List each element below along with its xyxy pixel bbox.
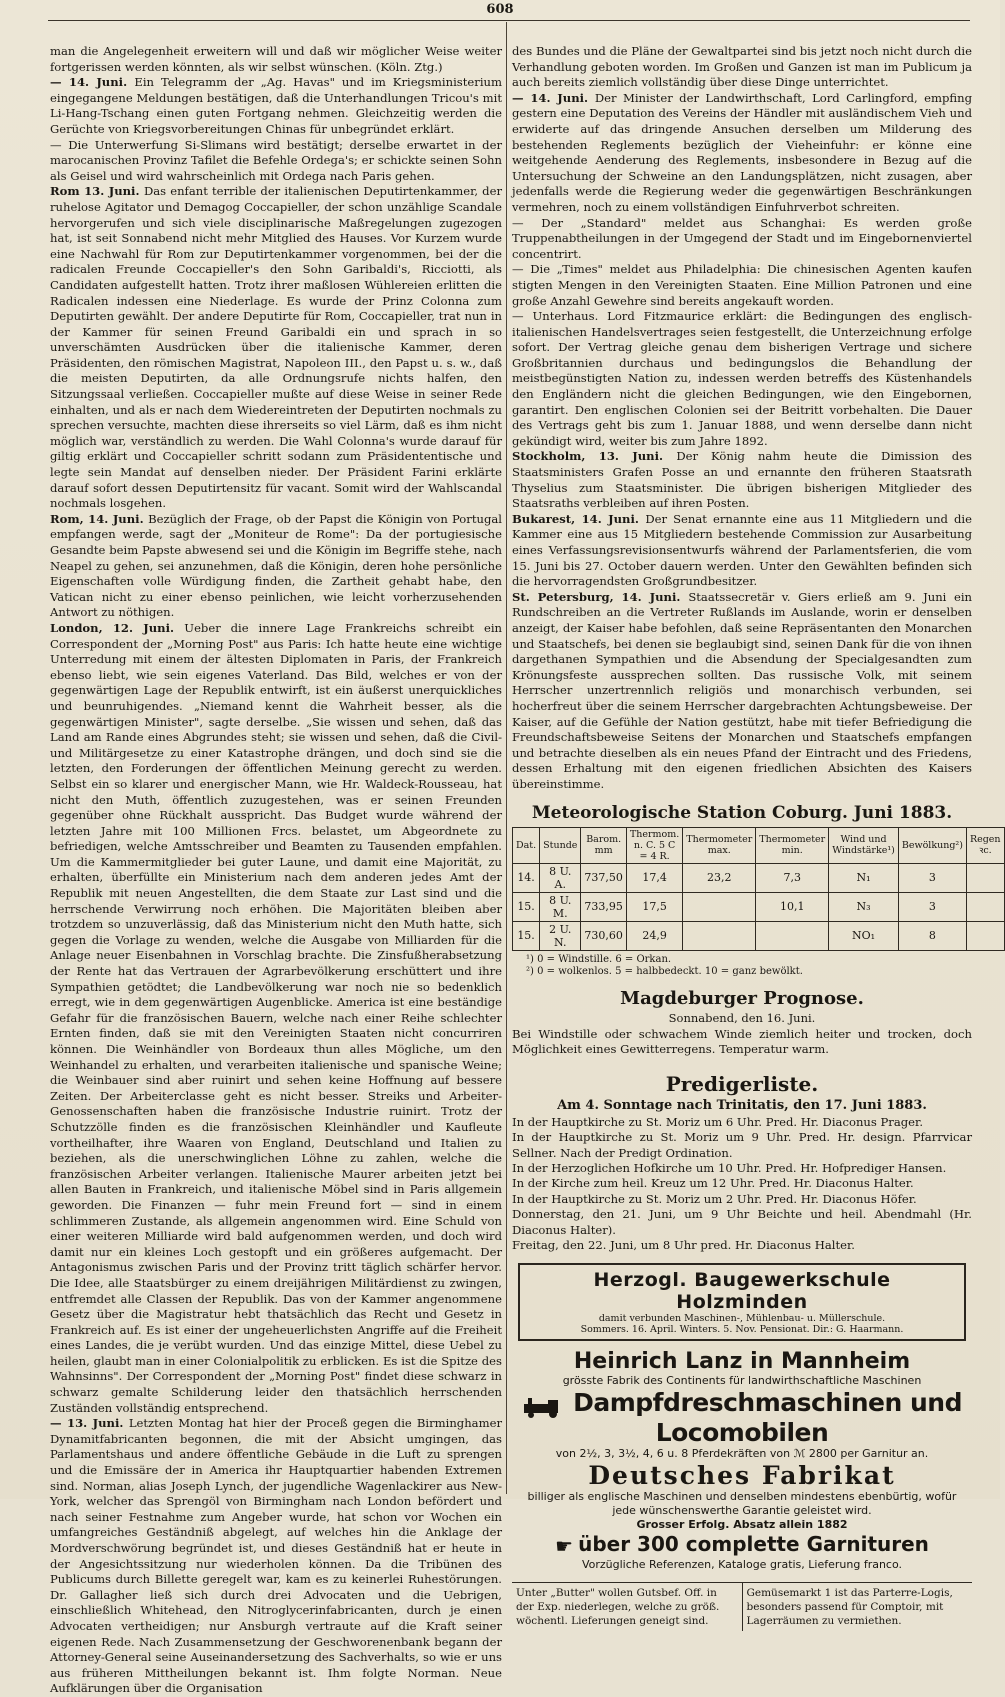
meteo-cell [966, 921, 1004, 950]
ad-lanz-big-row [518, 1388, 966, 1447]
ad-lanz-headline: Dampfdreschmaschinen und Locomobilen [573, 1388, 962, 1447]
ad-lanz-firm: Heinrich Lanz in Mannheim [573, 1349, 911, 1375]
prognose-text: Bei Windstille oder schwachem Winde ziemlich heiter und trocken, doch Möglichkeit eines Gewitterregens. Temperatur warm. [512, 1026, 972, 1057]
meteo-cell: 24,9 [626, 921, 682, 950]
meteo-header-row [513, 827, 1005, 863]
dateline: Rom, 14. Juni. [50, 511, 149, 526]
meteo-cell: 733,95 [581, 892, 627, 921]
ad-lanz-compare: billiger als englische Maschinen und denselben mindestens ebenbürtig, wofür jede wünschenswerthe Garantie geleistet wird. [527, 1489, 957, 1517]
meteo-body [513, 863, 1005, 950]
meteo-notes [526, 954, 972, 978]
meteo-header-cell: Stunde [540, 827, 581, 863]
paragraph-text: — Der „Standard" meldet aus Schanghai: Es werden große Truppenabtheilungen in der Umgegend der Stadt und im Eingebornenviertel concentrirt. [512, 215, 972, 261]
meteo-cell: 15. [513, 921, 540, 950]
predigt-list [512, 1115, 972, 1254]
paragraph-text: Ueber die innere Lage Frankreichs schreibt ein Correspondent der „Morning Post" aus Paris: Ich hatte heute eine wichtige Unterredung mit einem der ältesten Diplomaten in Paris, der Frankreich ebenso liebt, wie sein eigenes Vaterland. Das Bild, welches er von der gegenwärtigen Lage der Republik entwirft, ist ein äußerst unerquickliches und beunruhigendes. „Niemand kennt die Wahrheit besser, als die gegenwärtigen Minister", sagte derselbe. „Sie wissen und sehen, daß das Land am Rande eines Abgrundes steht; sie wissen und sehen, daß die Civil- und Militärgesetze zu einer Katastrophe drängen, und doch sind sie die letzten, den Forderungen der öffentlichen Meinung gerecht zu werden. Selbst ein so klarer und energischer Mann, wie Hr. Waldeck-Rousseau, hat nicht den Muth, öffentlich zuzugestehen, was er seinen Freunden gegenüber ohne Rückhalt ausspricht. Das Budget wurde während der letzten Jahre mit 100 Millionen Frcs. belastet, um Abgeordnete zu befriedigen, welche Amtsschreiber und Beamten zu Tausenden empfahlen. Um die Kammermitglieder bei guter Laune, und damit eine Majorität, zu erhalten, überfüllte ein Ministerium nach dem anderen jedes Amt der Republik mit neuen Angestellten, die dem Staate zur Last sind und die herrschende Verwirrung noch erhöhen. Die Majoritäten bleiben aber trotzdem so unzuverlässig, daß das Ministerium nicht den Muth hatte, sich gegen die Vorlage zu wenden, welche die Ausgabe von Milliarden für die Anlage neuer Eisenbahnen in Vorschlag brachte. Die Zinsfußherabsetzung der Rente hat das Vertrauen der Agrarbevölkerung erschüttert und ihre Sympathien getödtet; die Landbevölkerung war noch nie so bedenklich erregt, wie in dem gegenwärtigen Augenblicke. America ist eine beständige Gefahr für die französischen Bauern, welche nach einer Reihe schlechter Ernten finden, daß sie mit den Vereinigten Staaten nicht concurriren können. Die Weinhändler von Bordeaux thun alles Mögliche, um den Weinhandel zu erhalten, und verarbeiten italienische und spanische Weine; die Weinbauer sind aber ruinirt und sehen keine Hoffnung auf bessere Zeiten. Der Arbeiterclasse geht es nicht besser. Streiks und Arbeiter-Genossenschaften haben die französische Industrie ruinirt. Trotz der Schutzzölle finden es die französischen Kleinhändler und Kaufleute vortheilhafter, ihre Waaren von England, Deutschland und Italien zu beziehen, als die unerschwinglichen Löhne zu zahlen, welche die französischen Arbeiter verlangen. Italienische Maurer arbeiten jetzt bei allen Bauten in Frankreich, und italienische Möbel sind in Paris allgemein geworden. Die Finanzen — fuhr mein Freund fort — sind in einem schlimmeren Zustande, als allgemein angenommen wird. Eine Schuld von einer weiteren Milliarde wird bald aufgenommen werden, und doch wird damit nur ein kleines Loch gestopft und ein größeres aufgemacht. Der Antagonismus zwischen Paris und der Provinz tritt täglich schärfer hervor. Die Idee, alle Staatsbürger zu einem dreijährigen Militärdienst zu zwingen, entfremdet alle Classen der Republik. Das von der Kammer angenommene Gesetz über die Magistratur hebt thatsächlich das Recht und Gesetz in Frankreich auf. Es ist einer der ungeheuerlichsten Angriffe auf die Freiheit eines Landes, die je verübt wurden. Und das einzige Mittel, diese Uebel zu heilen, glaubt man in einer Colonialpolitik zu erblicken. Es ist die Spitze des Wahnsinns". Der Correspondent der „Morning Post" findet diese schwarz in schwarz gemalte Schilderung leider den thatsächlich herrschenden Zuständen vollständig entsprechend. [50, 620, 503, 1415]
paragraph-text: Staatssecretär v. Giers erließ am 9. Juni ein Rundschreiben an die Vertreter Rußlands im Auslande, worin er denselben anzeigt, der Kaiser habe befohlen, daß seine Repräsentanten den Monarchen und Staatschefs, bei denen sie beglaubigt sind, seinen Dank für die von ihnen dargethanen Sympathien und die Absendung der Specialgesandten zum Krönungsfeste aussprechen sollten. Das russische Volk, mit seinem Herrscher unzertrennlich religiös und monarchisch verbunden, sei hocherfreut über die seinem Herrscher dargebrachten Achtungsbeweise. Der Kaiser, auf die Gefühle der Nation gestützt, habe mit tiefer Befriedigung die Freundschaftsbeweise Seitens der Monarchen und Staatschefs empfangen und betrachte dieselben als ein neues Pfand der Eintracht und des Friedens, dessen Erhaltung mit den eigenen friedlichen Absichten des Kaisers übereinstimme. [512, 589, 972, 791]
prognose-date: Sonnabend, den 16. Juni. [668, 1010, 816, 1025]
meteo-cell: 7,3 [756, 863, 829, 892]
left-paragraph [50, 138, 502, 185]
right-paragraph [512, 262, 972, 309]
paragraph-text: Der Minister der Landwirthschaft, Lord Carlingford, empfing gestern eine Deputation des Vereins der Händler mit ausländischem Vieh und erwiderte auf das dringende Ansuchen derselben um Milderung des bestehenden Reglements bezüglich der Vieheinfuhr: er könne eine weitgehende Aenderung des Reglements, insbesondere in Bezug auf die Untersuchung der Schweine an den Landungsplätzen, nicht zusagen, aber jedenfalls werde die Regierung weder die gegenwärtigen Beschränkungen vermehren, noch zu einem vollständigen Einfuhrverbot schreiten. [512, 90, 972, 214]
dateline: Bukarest, 14. Juni. [512, 511, 646, 526]
left-paragraph [50, 512, 502, 621]
meteo-cell: NO₁ [829, 921, 899, 950]
ad-lanz-garnituren: über 300 complette Garnituren [578, 1531, 929, 1556]
left-column [50, 44, 503, 1696]
predigt-line: Donnerstag, den 21. Juni, um 9 Uhr Beichte und heil. Abendmahl (Hr. Diaconus Halter). [512, 1207, 972, 1237]
right-paragraph [512, 216, 972, 263]
meteo-note-cloud: ²) 0 = wolkenlos. 5 = halbbedeckt. 10 = ganz bewölkt. [526, 965, 803, 977]
predigt-subtitle: Am 4. Sonntage nach Trinitatis, den 17. Juni 1883. [557, 1097, 927, 1113]
meteo-cell [683, 921, 756, 950]
right-column [512, 44, 1001, 1628]
predigt-line: In der Hauptkirche zu St. Moriz um 6 Uhr. Pred. Hr. Diaconus Prager. [512, 1114, 923, 1129]
meteo-cell: 10,1 [756, 892, 829, 921]
meteo-cell [966, 892, 1004, 921]
ad-lanz-refs: Vorzügliche Referenzen, Kataloge gratis, Lieferung franco. [581, 1558, 903, 1572]
pointing-hand-icon: ☛ [555, 1534, 574, 1559]
meteo-row [513, 892, 1005, 921]
meteo-note-wind: ¹) 0 = Windstille. 6 = Orkan. [526, 953, 672, 965]
dateline: London, 12. Juni. [50, 620, 185, 635]
right-paragraph [512, 590, 972, 793]
ad-lanz-sizes: von 2½, 3, 3½, 4, 6 u. 8 Pferdekräften von ℳ 2800 per Garnitur an. [555, 1446, 929, 1460]
meteo-cell: 15. [513, 892, 540, 921]
meteo-row [513, 921, 1005, 950]
ad-lanz-garn-row [518, 1532, 966, 1559]
meteo-header-cell: Barom. mm [581, 827, 627, 863]
right-paragraph [512, 44, 972, 91]
ad-lanz-fabrikat: Deutsches Fabrikat [588, 1460, 896, 1490]
dateline: Stockholm, 13. Juni. [512, 449, 677, 464]
meteo-header-cell: Thermom. n. C. 5 C = 4 R. [626, 827, 682, 863]
meteo-cell: 3 [898, 892, 966, 921]
meteo-header-cell: Wind und Windstärke¹) [829, 827, 899, 863]
paragraph-text: — Unterhaus. Lord Fitzmaurice erklärt: die Bedingungen des englisch-italienischen Handelsvertrages seien festgestellt, die Unterzeichnung erfolge sofort. Der Vertrag gleiche genau dem bisherigen Vertrage und sichere Großbritannien durchaus und bedingungslos die Behandlung der meistbegünstigten Nation zu, indessen werden betreffs des Küstenhandels den Engländern nicht die gleichen Bedingungen, wie den Eingebornen, garantirt. Den englischen Colonien sei der Beitritt vorbehalten. Die Dauer des Vertrags geht bis zum 1. Januar 1888, und wenn derselbe dann nicht gekündigt wird, weiter bis zum Jahre 1892. [512, 309, 972, 448]
paragraph-text: Der Senat ernannte eine aus 11 Mitgliedern und die Kammer eine aus 15 Mitgliedern bestehende Commission zur Ausarbeitung eines Verfassungsrevisionsentwurfs während der Parlamentsferien, die vom 15. Juni bis 27. October dauern werden. Unter den Gewählten befinden sich die hervorragendsten Großgrundbesitzer. [512, 511, 973, 589]
column-divider [506, 22, 507, 1494]
meteo-cell: 3 [898, 863, 966, 892]
meteo-cell: 8 U. M. [540, 892, 581, 921]
right-paragraph [512, 309, 972, 449]
ad-holzminden-line1: damit verbunden Maschinen-, Mühlenbau- u. Müllerschule. [598, 1313, 886, 1325]
ad-lanz-sub: grösste Fabrik des Continents für landwirthschaftliche Maschinen [562, 1374, 922, 1388]
right-paragraph [512, 449, 972, 511]
right-paragraph [512, 91, 972, 216]
meteo-row [513, 863, 1005, 892]
ad-lanz [518, 1349, 966, 1572]
paragraph-text: Das enfant terrible der italienischen Deputirtenkammer, der ruhelose Agitator und Demagog Coccapieller, der schon unzählige Scandale hervorgerufen und sich viele disciplinarische Maßregelungen zugezogen hat, ist seit Sonnabend nicht mehr Mitglied des Hauses. Vor Kurzem wurde eine Nachwahl für Rom zur Deputirtenkammer vorgenommen, bei der die radicalen Freunde Coccapieller's den Sohn Garibaldi's, Ricciotti, als Candidaten aufgestellt hatten. Trotz ihrer maßlosen Wühlereien erlitten die Radicalen indessen eine Niederlage. Es wurde der Prinz Colonna zum Deputirten gewählt. Der andere Deputirte für Rom, Coccapieller, trat nun in der Kammer für seinen Freund Garibaldi ein und sprach in so unverschämten Ausdrücken über die italienische Kammer, deren Präsidenten, den römischen Magistrat, Napoleon III., den Papst u. s. w., daß die meisten Deputirten, da alle Ordnungsrufe nichts halfen, den Sitzungssaal verließen. Coccapieller mußte auf diese Weise in seiner Rede einhalten, und als er nach dem Wiedereintreten der Deputirten nochmals zu sprechen versuchte, machten diese ihrerseits so viel Lärm, daß es ihm nicht möglich war, verständlich zu werden. Die Wahl Colonna's wurde darauf für giltig erklärt und Coccapieller schritt sodann zum Präsidententische und legte sein Mandat auf denselben nieder. Der Präsident Farini erklärte darauf sofort dessen Deputirtensitz für vacant. Somit wird der Wahlscandal nochmals losgehen. [50, 184, 503, 511]
meteo-header-cell: Thermometer max. [683, 827, 756, 863]
meteo-cell: 17,5 [626, 892, 682, 921]
meteo-table [512, 827, 1005, 951]
ad-parterre: Gemüsemarkt 1 ist das Parterre-Logis, besonders passend für Comptoir, mit Lagerräumen zu vermiethen. [746, 1587, 953, 1628]
meteo-cell: 8 U. A. [540, 863, 581, 892]
ad-holzminden [518, 1263, 966, 1341]
predigt-title: Predigerliste. [665, 1071, 819, 1096]
left-paragraph [50, 621, 502, 1416]
dateline: — 14. Juni. [50, 75, 135, 90]
paragraph-text: Bezüglich der Frage, ob der Papst die Königin von Portugal empfangen werde, sagt der „Moniteur de Rome": Da der portugiesische Gesandte beim Papste abwesend sei und die Königin im Begriffe stehe, nach Neapel zu gehen, sei anzunehmen, daß die Königin, deren hohe persönliche Eigenschaften volle Würdigung finden, die Zartheit gehabt habe, den Vatican nicht zu einer ebenso peinlichen, wie leicht vorherzusehenden Antwort zu nöthigen. [50, 511, 502, 620]
ad-holzminden-title: Herzogl. Baugewerkschule Holzminden [593, 1269, 891, 1314]
meteo-cell: N₁ [829, 863, 899, 892]
dateline: St. Petersburg, 14. Juni. [512, 589, 689, 604]
predigt-line: In der Kirche zum heil. Kreuz um 12 Uhr. Pred. Hr. Diaconus Halter. [512, 1176, 914, 1191]
ad-butter: Unter „Butter" wollen Gutsbef. Off. in der Exp. niederlegen, welche zu größ. wöchentl. Lieferungen geneigt sind. [512, 1583, 743, 1631]
meteo-title: Meteorologische Station Coburg. Juni 1883. [531, 802, 953, 823]
meteo-cell: 2 U. N. [540, 921, 581, 950]
dateline: — 13. Juni. [50, 1416, 129, 1431]
locomotive-icon [522, 1396, 562, 1418]
page-number: 608 [486, 2, 514, 17]
right-news [512, 44, 972, 793]
paragraph-text: man die Angelegenheit erweitern will und daß wir möglicher Weise weiter fortgerissen werden könnten, als wir selbst wünschen. (Köln. Ztg.) [50, 44, 502, 74]
small-ads [512, 1582, 972, 1631]
left-paragraph [50, 184, 502, 511]
meteo-cell [756, 921, 829, 950]
paragraph-text: Letzten Montag hat hier der Proceß gegen die Birminghamer Dynamitfabricanten begonnen, die mit der Absicht umgingen, das Parlamentshaus und andere öffentliche Gebäude in die Luft zu sprengen und die Emissäre der in America ihr Hauptquartier habenden Extremen sind. Norman, alias Joseph Lynch, der jugendliche Wagenlackirer aus New-York, welcher das Sprengöl von Birmingham nach London befördert und nach seiner Festnahme zum Angeber wurde, hat schon vor Wochen ein umfangreiches Geständniß abgelegt, auf welches hin die Anklage der Mordverschwörung begründet ist, und dieses Geständniß hat er heute in der Angesichtssitzung nur wiederholen können. Da die Tribünen des Publicums durch Billette geregelt war, kam es zu keinerlei Ruhestörungen. Dr. Gallagher ließ sich durch drei Advocaten und die Uebrigen, einschließlich Whitehead, den Nitroglycerinfabricanten, durch je einen Advocaten vertheidigen; nur Ansburgh vertraute auf die Kraft seiner eigenen Rede. Nach Zusammensetzung der Geschworenenbank begann der Attorney-General seine Auseinandersetzung des Sachverhalts, so wie er uns aus früheren Mittheilungen bekannt ist. Ihm folgte Norman. Neue Aufklärungen über die Organisation [50, 1416, 502, 1696]
ad-holzminden-line2: Sommers. 16. April. Winters. 5. Nov. Pensionat. Dir.: G. Haarmann. [580, 1324, 904, 1336]
meteo-cell: 730,60 [581, 921, 627, 950]
meteo-cell: 737,50 [581, 863, 627, 892]
paragraph-text: Der König nahm heute die Dimission des Staatsministers Grafen Posse an und ernannte den früheren Staatsrath Thyselius zum Staatsminister. Die übrigen bisherigen Mitglieder des Staatsraths verbleiben auf ihren Posten. [512, 449, 972, 511]
meteo-cell [683, 892, 756, 921]
meteo-cell: 8 [898, 921, 966, 950]
predigt-line: In der Hauptkirche zu St. Moriz um 2 Uhr. Pred. Hr. Diaconus Höfer. [512, 1191, 917, 1206]
predigt-line: In der Hauptkirche zu St. Moriz um 9 Uhr. Pred. Hr. design. Pfarrvicar Sellner. Nach der Predigt Ordination. [512, 1130, 972, 1160]
meteo-cell: 14. [513, 863, 540, 892]
meteo-cell [966, 863, 1004, 892]
paragraph-text: — Die Unterwerfung Si-Slimans wird bestätigt; derselbe erwartet in der marocanischen Provinz Tafilet die Befehle Ordega's; er schickte seinen Sohn als Geisel und wird wahrscheinlich mit Ordega nach Paris gehen. [50, 137, 502, 183]
dateline: Rom 13. Juni. [50, 184, 144, 199]
predigt-line: In der Herzoglichen Hofkirche um 10 Uhr. Pred. Hr. Hofprediger Hansen. [512, 1160, 947, 1175]
meteo-cell: N₃ [829, 892, 899, 921]
meteo-header-cell: Dat. [513, 827, 540, 863]
meteo-cell: 17,4 [626, 863, 682, 892]
dateline: — 14. Juni. [512, 90, 595, 105]
meteo-header-cell: Regen ꝛc. [966, 827, 1004, 863]
right-paragraph [512, 512, 972, 590]
prognose-title: Magdeburger Prognose. [620, 987, 864, 1009]
ad-lanz-erfolg: Grosser Erfolg. Absatz allein 1882 [636, 1517, 848, 1531]
meteo-header-cell: Thermometer min. [756, 827, 829, 863]
left-paragraph [50, 75, 502, 137]
top-rule [48, 20, 970, 21]
paragraph-text: Ein Telegramm der „Ag. Havas" und im Kriegsministerium eingegangene Meldungen bestätigen, daß die Unterhandlungen Tricou's mit Li-Hang-Tschang einen guten Fortgang nehmen. Gleichzeitig werden die Gerüchte von Kriegsvorbereitungen Chinas für unbegründet erklärt. [50, 75, 502, 136]
left-paragraph [50, 1416, 502, 1697]
left-paragraph [50, 44, 502, 75]
paragraph-text: — Die „Times" meldet aus Philadelphia: Die chinesischen Agenten kaufen stigten Mengen in den Vereinigten Staaten. Eine Million Patronen und eine große Anzahl Gewehre sind bereits angekauft worden. [512, 262, 972, 308]
paragraph-text: des Bundes und die Pläne der Gewaltpartei sind bis jetzt noch nicht durch die Verhandlung geboten worden. Im Großen und Ganzen ist man im Publicum ja auch bereits ziemlich vollständig über diese Dinge unterrichtet. [512, 44, 972, 90]
meteo-cell: 23,2 [683, 863, 756, 892]
meteo-header-cell: Bewölkung²) [898, 827, 966, 863]
predigt-line: Freitag, den 22. Juni, um 8 Uhr pred. Hr. Diaconus Halter. [512, 1237, 855, 1252]
